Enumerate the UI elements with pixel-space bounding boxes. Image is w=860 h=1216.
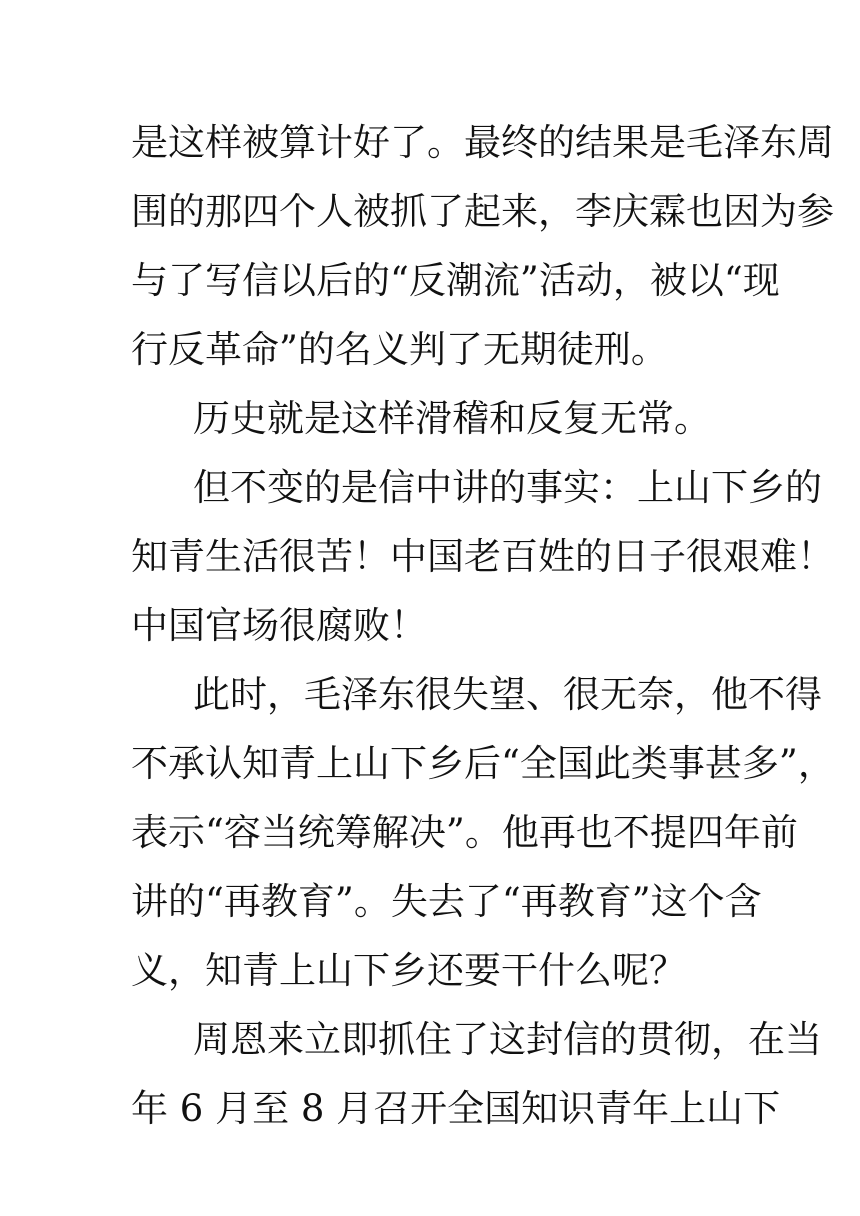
text-line: 年 6 月至 8 月召开全国知识青年上山下 <box>131 1087 781 1130</box>
text-line: 表示“容当统筹解决”。他再也不提四年前 <box>131 811 798 854</box>
text-line: 知青生活很苦！中国老百姓的日子很艰难！ <box>131 535 834 578</box>
paragraph-1 <box>131 108 834 384</box>
text-line: 讲的“再教育”。失去了“再教育”这个含 <box>131 880 762 923</box>
text-line: 与了写信以后的“反潮流”活动，被以“现 <box>131 259 780 302</box>
paragraph-2 <box>131 384 731 453</box>
paragraph-5 <box>131 1005 822 1143</box>
paragraph-3 <box>131 453 834 660</box>
paragraph-4 <box>131 660 835 1005</box>
text-line: 围的那四个人被抓了起来，李庆霖也因为参 <box>131 190 834 233</box>
text-line: 不承认知青上山下乡后“全国此类事甚多”， <box>131 742 835 785</box>
text-line: 中国官场很腐败！ <box>131 604 427 647</box>
text-line: 但不变的是信中讲的事实：上山下乡的 <box>193 466 822 509</box>
text-line: 历史就是这样滑稽和反复无常。 <box>193 397 711 440</box>
text-line: 此时，毛泽东很失望、很无奈，他不得 <box>193 673 822 716</box>
text-line: 周恩来立即抓住了这封信的贯彻，在当 <box>193 1018 822 1061</box>
text-line: 是这样被算计好了。最终的结果是毛泽东周 <box>131 121 834 164</box>
text-line: 行反革命”的名义判了无期徒刑。 <box>131 328 668 371</box>
document-page <box>131 108 835 1143</box>
text-line: 义，知青上山下乡还要干什么呢？ <box>131 949 686 992</box>
